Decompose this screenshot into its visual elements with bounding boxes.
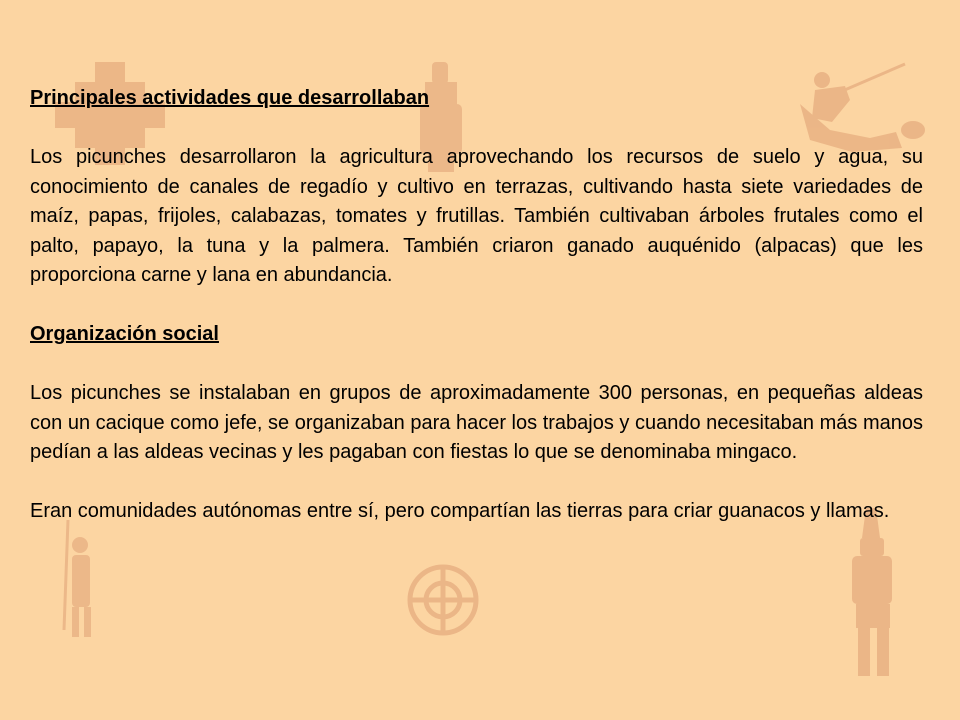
tall-figure-icon xyxy=(852,508,892,676)
spacer xyxy=(30,468,923,498)
spacer xyxy=(30,291,923,321)
heading-actividades: Principales actividades que desarrollaban xyxy=(30,87,430,109)
paragraph-organizacion-2: Eran comunidades autónomas entre sí, pero compartían las tierras para criar guanacos y llamas. xyxy=(30,500,890,522)
spacer xyxy=(30,114,923,144)
paragraph-organizacion-1: Los picunches se instalaban en grupos de aproximadamente 300 personas, en pequeñas aldeas con un cacique como jefe, se organizaban para hacer los trabajos y cuando necesitaban más manos pedían a las aldeas vecinas y les pagaban con fiestas lo que se denominaba mingaco. xyxy=(30,382,923,463)
circular-emblem-icon xyxy=(410,567,476,633)
document-body xyxy=(30,84,923,527)
paragraph-actividades: Los picunches desarrollaron la agricultura aprovechando los recursos de suelo y agua, su conocimiento de canales de regadío y cultivo en terrazas, cultivando hasta siete variedades de maíz, papas, frijoles, calabazas, tomates y frutillas. También cultivaban árboles frutales como el palto, papayo, la tuna y la palmera. También criaron ganado auquénido (alpacas) que les proporciona carne y lana en abundancia. xyxy=(30,146,923,286)
spacer xyxy=(30,350,923,380)
staff-figure-icon xyxy=(64,520,91,637)
heading-organizacion: Organización social xyxy=(30,323,219,345)
